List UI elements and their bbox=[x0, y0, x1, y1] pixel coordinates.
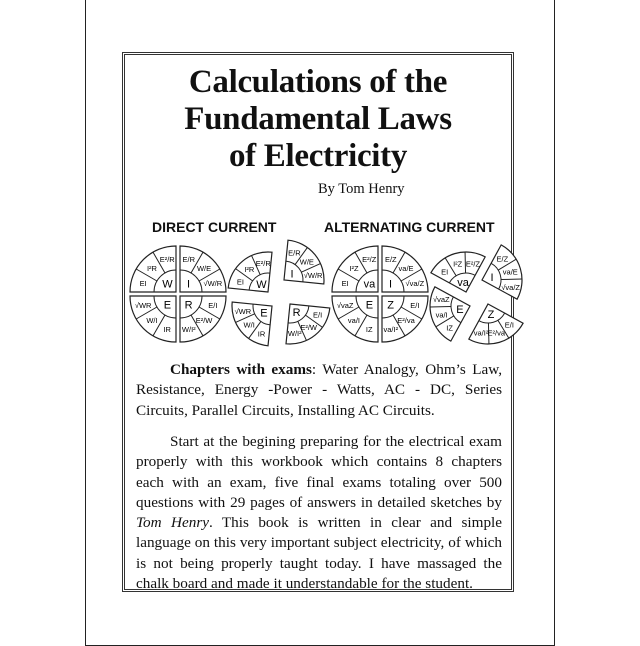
quadrant-center-label: Z bbox=[387, 300, 394, 312]
formula-label: I²Z bbox=[349, 264, 359, 273]
formula-label: IR bbox=[163, 325, 171, 334]
quadrant-center-label: Z bbox=[488, 309, 495, 321]
author-byline: By Tom Henry bbox=[318, 181, 405, 198]
chapters-list: : Water Analogy, Ohm’s Law, Resistance, Energy -Power - Watts, AC - DC, Series Circuits, Parallel Circuits, Installing AC Circuits. bbox=[136, 361, 502, 419]
intro-text: Start at the begining preparing for the electrical exam properly with this workbook which contains 8 chapters each with an exam, five final exams totaling over 500 questions with 29 pages of answers in detailed sketches by bbox=[136, 433, 502, 511]
quadrant-center-label: R bbox=[293, 307, 301, 319]
dc-exploded-quadrant bbox=[284, 240, 324, 284]
quadrant-center-label: va bbox=[364, 278, 377, 290]
formula-label: E²/Z bbox=[362, 255, 377, 264]
formula-label: E/I bbox=[208, 301, 217, 310]
formula-label: EI bbox=[342, 279, 349, 288]
title-line: of Electricity bbox=[122, 138, 514, 175]
formula-label: √vaZ bbox=[337, 301, 354, 310]
formula-label: E²/R bbox=[160, 255, 176, 264]
formula-label: W/E bbox=[300, 257, 314, 266]
title-line: Calculations of the bbox=[122, 64, 514, 101]
quadrant-center-label: E bbox=[260, 308, 267, 320]
formula-label: va/I² bbox=[384, 325, 399, 334]
formula-label: IR bbox=[258, 330, 266, 339]
formula-label: IZ bbox=[446, 323, 453, 332]
quadrant-center-label: I bbox=[490, 272, 493, 284]
formula-label: va/I bbox=[348, 316, 360, 325]
formula-label: E²/va bbox=[488, 328, 506, 337]
ac-heading: ALTERNATING CURRENT bbox=[324, 219, 495, 235]
quadrant-center-label: E bbox=[366, 300, 373, 312]
dc-wheel-quadrant bbox=[180, 296, 226, 342]
formula-label: E/Z bbox=[497, 255, 509, 264]
formula-label: E/I bbox=[505, 320, 514, 329]
formula-label: W/I bbox=[146, 316, 157, 325]
intro-paragraph bbox=[136, 432, 502, 594]
dc-wheel-quadrant bbox=[180, 246, 226, 292]
dc-heading: DIRECT CURRENT bbox=[152, 219, 276, 235]
ac-wheel-quadrant bbox=[332, 246, 378, 292]
formula-label: √vaZ bbox=[433, 295, 450, 304]
formula-label: EI bbox=[441, 268, 448, 277]
quadrant-center-label: E bbox=[164, 300, 171, 312]
formula-label: √W/R bbox=[304, 271, 323, 280]
formula-label: W/I bbox=[244, 321, 255, 330]
formula-label: E²/W bbox=[196, 316, 214, 325]
formula-label: EI bbox=[140, 279, 147, 288]
quadrant-center-label: I bbox=[291, 268, 294, 280]
quadrant-center-label: va bbox=[457, 277, 470, 289]
formula-label: √WR bbox=[235, 307, 252, 316]
ac-exploded-quadrant bbox=[431, 252, 485, 292]
formula-label: E²/va bbox=[397, 316, 415, 325]
formula-label: EI bbox=[237, 278, 244, 287]
formula-label: E/Z bbox=[385, 255, 397, 264]
quadrant-center-label: W bbox=[256, 279, 267, 291]
book-title bbox=[122, 64, 514, 175]
formula-label: √WR bbox=[135, 301, 152, 310]
ac-wheel-quadrant bbox=[382, 246, 428, 292]
dc-wheel-quadrant bbox=[130, 296, 176, 342]
dc-exploded-quadrant bbox=[286, 304, 330, 344]
chapters-paragraph bbox=[136, 360, 502, 421]
formula-label: I²Z bbox=[453, 260, 463, 269]
ac-exploded-quadrant bbox=[430, 287, 470, 341]
dc-wheel-quadrant bbox=[130, 246, 176, 292]
formula-label: W/I² bbox=[288, 329, 302, 338]
quadrant-center-label: I bbox=[389, 278, 392, 290]
formula-label: E/R bbox=[183, 255, 196, 264]
title-line: Fundamental Laws bbox=[122, 101, 514, 138]
formula-label: E/I bbox=[410, 301, 419, 310]
dc-exploded-quadrant bbox=[228, 252, 272, 292]
formula-label: va/I bbox=[436, 310, 448, 319]
quadrant-center-label: R bbox=[185, 300, 193, 312]
formula-label: E²/W bbox=[300, 323, 318, 332]
quadrant-center-label: I bbox=[187, 278, 190, 290]
chapters-lead: Chapters with exams bbox=[170, 361, 312, 378]
formula-wheels-diagram bbox=[122, 236, 514, 354]
formula-label: E/I bbox=[313, 310, 322, 319]
ac-wheel-quadrant bbox=[382, 296, 428, 342]
formula-label: W/E bbox=[197, 264, 211, 273]
formula-label: I²R bbox=[244, 265, 255, 274]
formula-label: I²R bbox=[147, 264, 158, 273]
quadrant-center-label: E bbox=[456, 304, 463, 316]
formula-label: va/E bbox=[503, 268, 518, 277]
formula-label: √va/Z bbox=[501, 283, 520, 292]
formula-label: IZ bbox=[366, 325, 373, 334]
dc-exploded-quadrant bbox=[232, 302, 272, 346]
formula-label: W/I² bbox=[182, 325, 196, 334]
intro-text-2: . This book is written in clear and simple language on this very important subject electricity, of which is not being properly taught today. I have massaged the chalk board and made it understandable for the student. bbox=[136, 514, 502, 592]
formula-label: va/I² bbox=[474, 329, 489, 338]
quadrant-center-label: W bbox=[162, 278, 173, 290]
intro-author: Tom Henry bbox=[136, 514, 209, 531]
formula-label: E/R bbox=[288, 248, 301, 257]
formula-label: E²/R bbox=[256, 259, 272, 268]
ac-wheel-quadrant bbox=[332, 296, 378, 342]
formula-label: E²/Z bbox=[466, 259, 481, 268]
formula-label: √W/R bbox=[203, 279, 222, 288]
formula-label: √va/Z bbox=[405, 279, 424, 288]
formula-label: va/E bbox=[399, 264, 414, 273]
